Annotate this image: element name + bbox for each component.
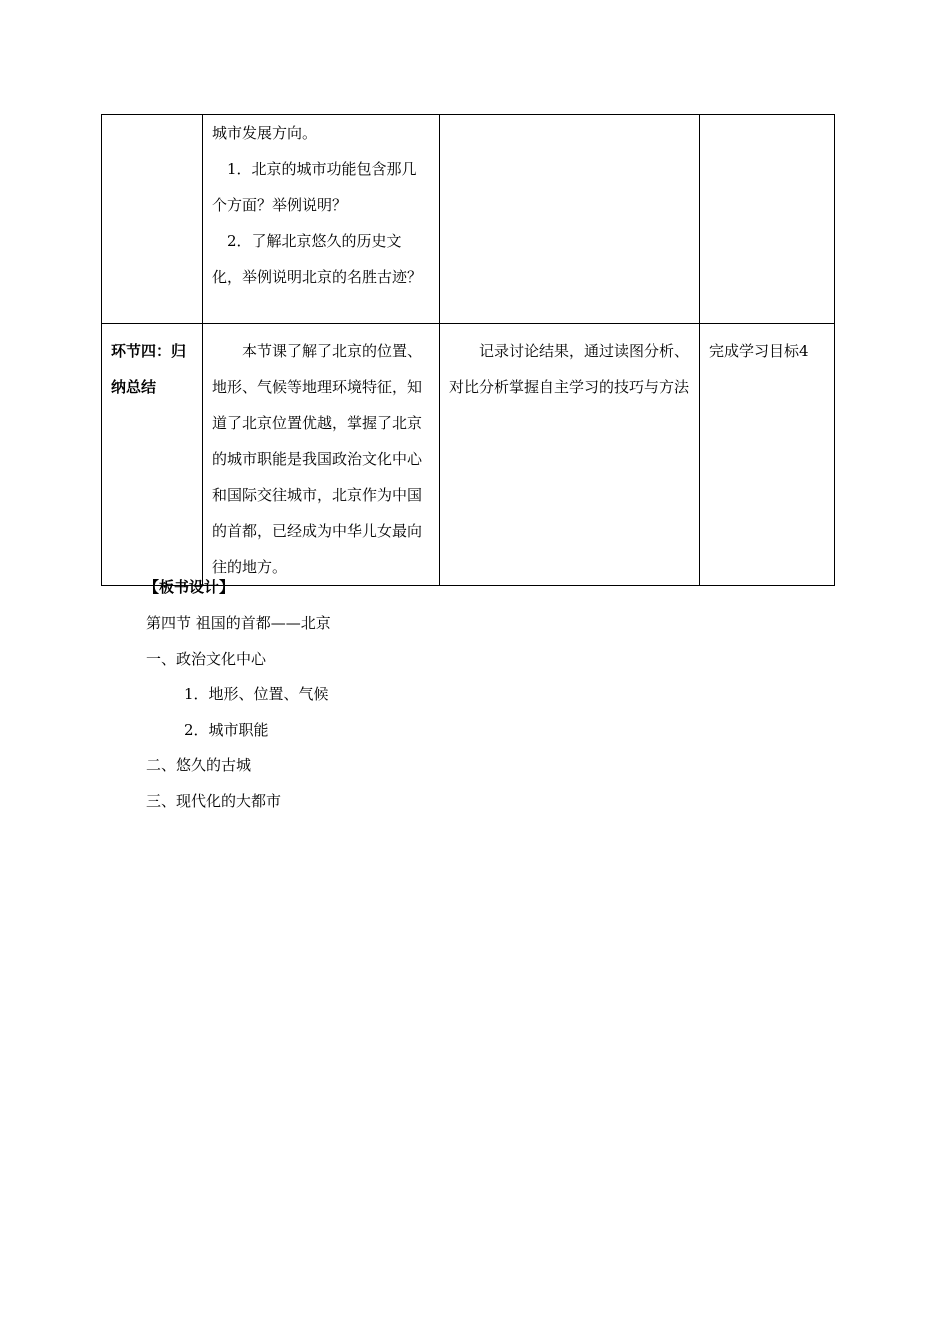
question-2: 2．了解北京悠久的历史文化，举例说明北京的名胜古迹？ <box>212 232 423 286</box>
board-item-3: 三、现代化的大都市 <box>146 792 282 810</box>
board-heading: 【板书设计】 <box>144 578 235 596</box>
board-subitem-2: 2．城市职能 <box>184 721 269 739</box>
table-row <box>102 115 835 324</box>
board-item-2: 二、悠久的古城 <box>146 756 252 774</box>
goal-cell <box>700 115 835 324</box>
summary-text: 本节课了解了北京的位置、地形、气候等地理环境特征，知道了北京位置优越，掌握了北京的城市职能是我国政治文化中心和国际交往城市，北京作为中国的首都，已经成为中华儿女最向往的地方。 <box>212 342 423 576</box>
content-cell <box>203 324 440 586</box>
student-activity-cell <box>440 115 700 324</box>
activity-text: 记录讨论结果，通过读图分析、对比分析掌握自主学习的技巧与方法 <box>449 342 690 396</box>
goal-cell: 完成学习目标4 <box>700 324 835 586</box>
content-line: 城市发展方向。 <box>212 124 318 142</box>
question-1: 1．北京的城市功能包含那几个方面？举例说明？ <box>212 160 417 214</box>
student-activity-cell <box>440 324 700 586</box>
board-item-1: 一、政治文化中心 <box>146 650 267 668</box>
lesson-plan-table <box>101 114 835 586</box>
board-title: 第四节 祖国的首都——北京 <box>146 614 331 632</box>
content-cell <box>203 115 440 324</box>
table-row <box>102 324 835 586</box>
stage-cell: 环节四：归纳总结 <box>102 324 203 586</box>
stage-cell <box>102 115 203 324</box>
board-subitem-1: 1．地形、位置、气候 <box>184 685 329 703</box>
